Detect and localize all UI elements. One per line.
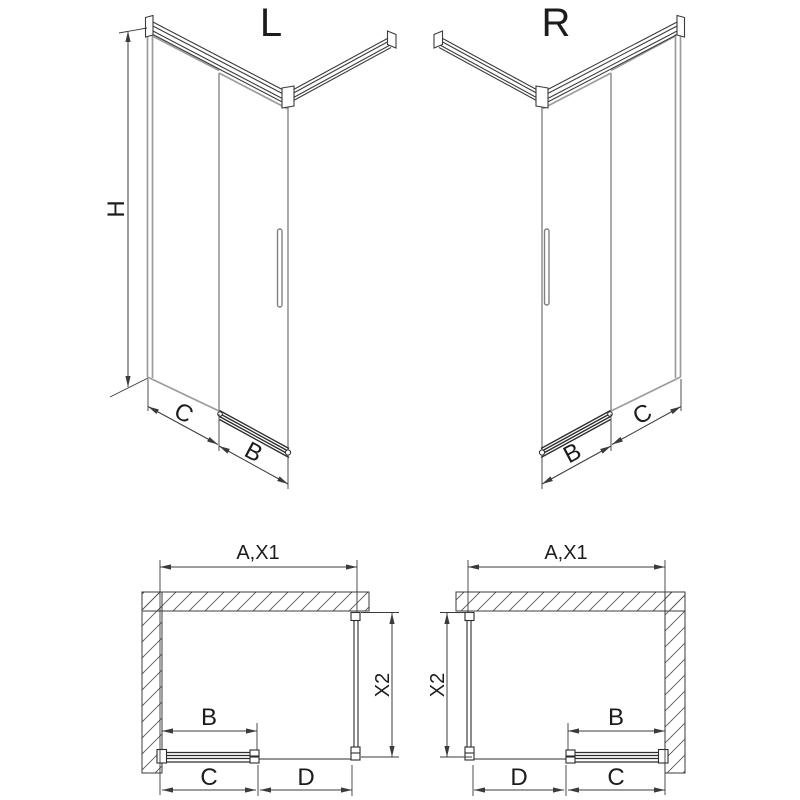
door-wall-profile — [157, 750, 167, 764]
fixed-panel-top-edge — [153, 36, 220, 71]
dim-label-fixed: C — [200, 764, 218, 791]
glass-top-bracket — [465, 613, 474, 621]
support-bar-wall-bracket — [388, 31, 397, 48]
wall-right — [665, 592, 685, 773]
rail-corner-joint — [536, 86, 548, 108]
dim-label-width: A,X1 — [236, 542, 280, 564]
plan-right-sliding-door — [474, 750, 668, 764]
wall-left — [142, 592, 162, 773]
door-handle — [545, 229, 550, 305]
glass-top-bracket — [351, 613, 360, 621]
track-end-cap — [539, 450, 544, 455]
door-roller-block — [250, 757, 259, 763]
plan-left-sliding-door — [157, 750, 351, 764]
door-roller-block — [250, 750, 259, 756]
dim-label-depth: X2 — [372, 672, 394, 698]
rail-corner-joint — [282, 86, 294, 108]
track-end-cap — [285, 450, 290, 455]
plan-right-fixed-glass — [465, 613, 474, 761]
door-wall-profile — [659, 750, 669, 764]
fixed-panel-top-edge — [611, 36, 676, 71]
track-end-cap — [218, 412, 223, 417]
plan-left-fixed-glass — [351, 613, 360, 761]
dim-label-opening: D — [510, 764, 528, 791]
dim-label-height: H — [103, 200, 130, 218]
wall-top — [456, 592, 685, 611]
iso-view-left — [103, 1, 396, 489]
plan-view-left — [142, 542, 399, 796]
rail-wall-bracket-left — [146, 16, 154, 38]
dim-label-door: B — [559, 437, 586, 470]
rail-wall-bracket-right — [677, 16, 685, 38]
iso-right-glass-panels — [542, 30, 681, 450]
dim-label-door: B — [607, 704, 625, 731]
plan-view-right — [427, 542, 685, 796]
door-roller-block — [566, 750, 575, 756]
track-end-cap — [608, 412, 613, 417]
wall-top — [142, 592, 369, 611]
door-handle — [278, 229, 283, 307]
iso-left-dimensions — [103, 28, 288, 489]
iso-view-right — [434, 1, 685, 489]
door-roller-block — [566, 757, 575, 763]
iso-left-glass-panels — [148, 30, 289, 450]
dim-label-door: B — [240, 436, 267, 469]
dim-label-depth: X2 — [427, 672, 449, 698]
dim-label-side-panel: C — [169, 397, 198, 430]
support-bar-wall-bracket — [434, 31, 443, 48]
dim-label-opening: D — [297, 764, 315, 791]
dim-label-fixed: C — [607, 764, 625, 791]
dim-label-side-panel: C — [628, 398, 657, 431]
dim-label-door: B — [200, 704, 218, 731]
variant-left-label: L — [259, 1, 283, 45]
dim-label-width: A,X1 — [544, 542, 588, 564]
variant-right-label: R — [541, 1, 571, 45]
